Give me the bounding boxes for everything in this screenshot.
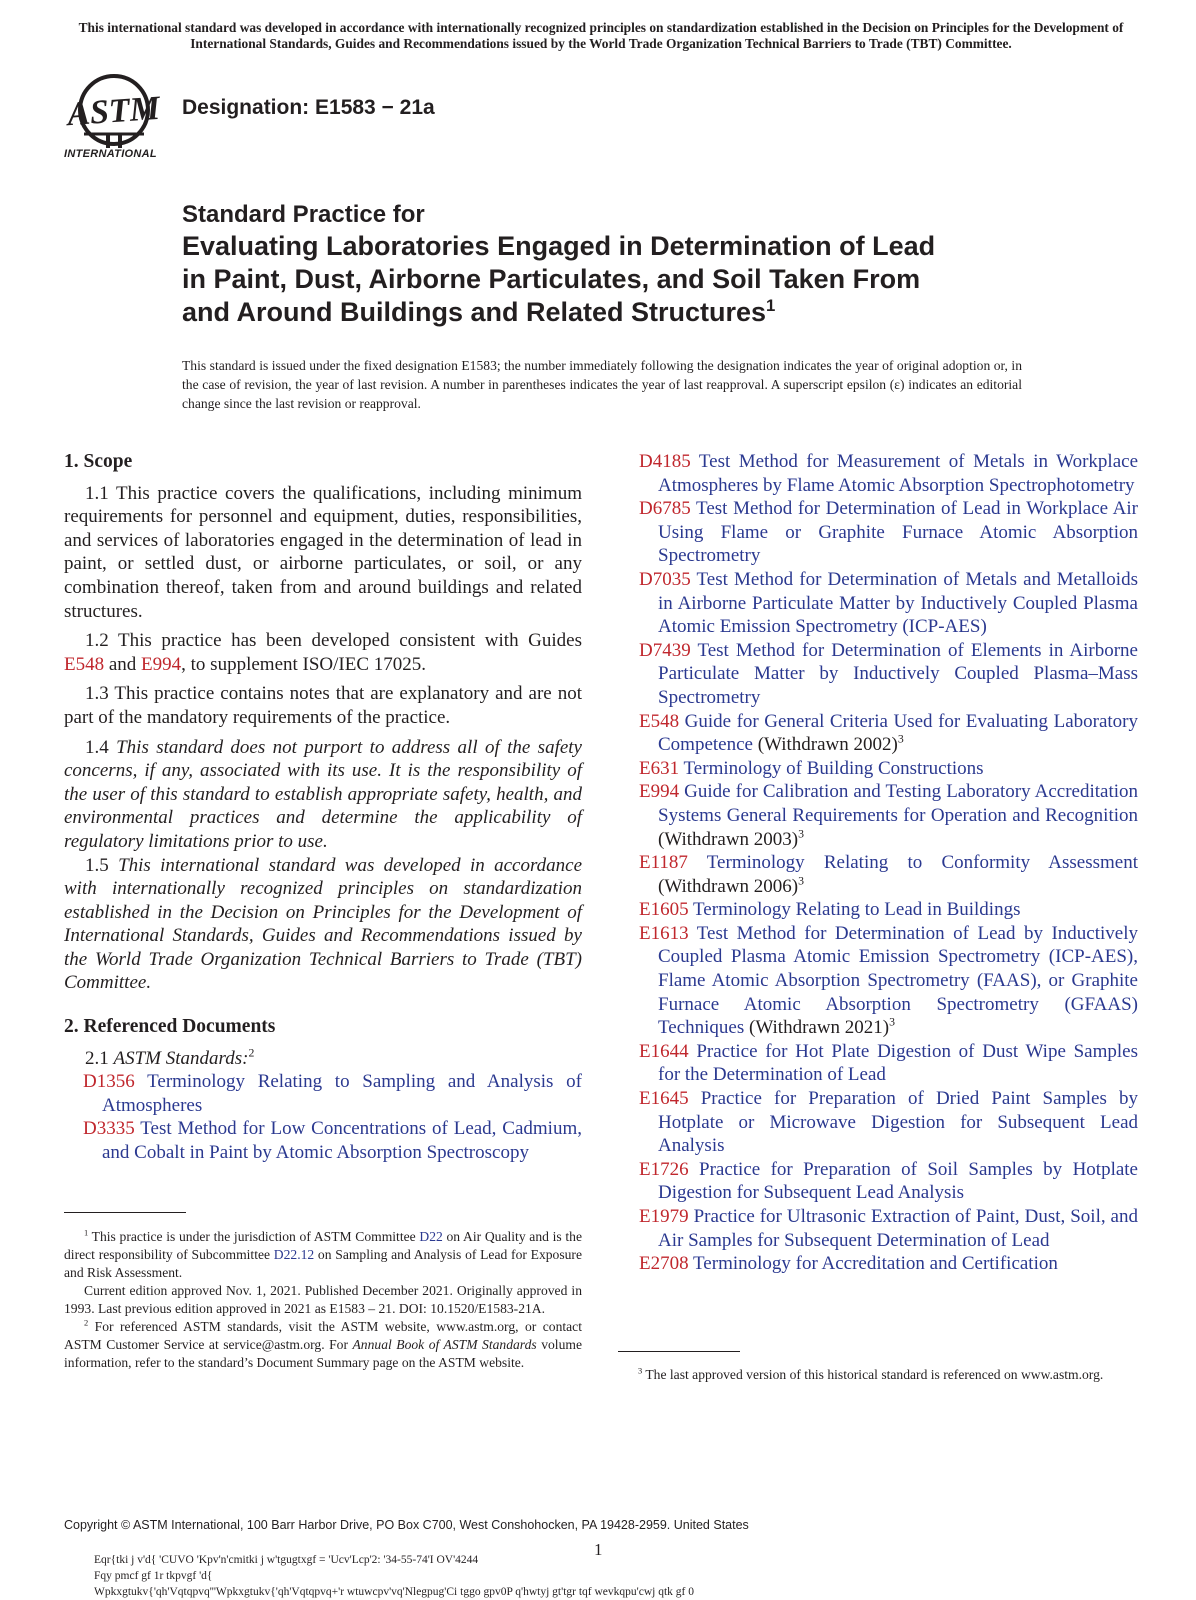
link-e994[interactable]: E994 bbox=[141, 653, 182, 675]
para-text: This standard does not purport to address all of the safety concerns, if any, associated with its use. It is the responsibility of the user of this standard to establish appropriate safety, health, and environmental practices and determine the applicability of regulatory limitations prior to use. bbox=[64, 736, 582, 852]
reference-title-link[interactable]: Guide for Calibration and Testing Laboratory Accreditation Systems General Requirements for Operation and Recognition bbox=[658, 781, 1138, 826]
reference-title-link[interactable]: Test Method for Determination of Elements in Airborne Particulate Matter by Inductively Coupled Plasma–Mass Spectrometry bbox=[658, 639, 1138, 708]
reference-code-link[interactable]: E631 bbox=[639, 757, 680, 779]
reference-title-link[interactable]: Practice for Preparation of Dried Paint Samples by Hotplate or Microwave Digestion for Subsequent Lead Analysis bbox=[658, 1088, 1139, 1157]
reference-item bbox=[639, 1040, 1138, 1087]
reference-code-link[interactable]: E1645 bbox=[639, 1088, 689, 1110]
top-notice: This international standard was developed in accordance with internationally recognized principles on standardization established in the Decision on Principles for the Development of International Standards, Guides and Recommendations issued by the World Trade Organization Technical Barriers to Trade (TBT) Committee. bbox=[78, 20, 1124, 51]
reference-title-link[interactable]: Test Method for Determination of Metals and Metalloids in Airborne Particulate Matter by Inductively Coupled Plasma Atomic Emission Spectrometry (ICP-AES) bbox=[658, 568, 1138, 638]
reference-code-link[interactable]: D7035 bbox=[639, 568, 691, 590]
license-line: Wpkxgtukv{'qh'Vqtqpvq'''Wpkxgtukv{'qh'Vqtqpvq+'r wtuwcpv'vq'Nlegpug'Ci tggo gpv0P q'hwtyj gt'tgr tqf wevkqpu'cwj qtk gf 0 bbox=[94, 1586, 694, 1598]
title-line: in Paint, Dust, Airborne Particulates, and Soil Taken From bbox=[182, 264, 921, 294]
reference-code-link[interactable]: E2708 bbox=[639, 1253, 689, 1275]
subsection-label: ASTM Standards: bbox=[113, 1047, 249, 1069]
license-line: Eqr{tki j v'd{ 'CUVO 'Kpv'n'cmitki j w'tgugtxgf = 'Ucv'Lcp'2: '34-55-74'I OV'4244 bbox=[94, 1554, 479, 1566]
reference-title-link[interactable]: Test Method for Determination of Lead by Inductively Coupled Plasma Atomic Emission Spectrometry (ICP-AES), Flame Atomic Absorption Spectrometry (FAAS), or Graphite Furnace Atomic Absorption Spectrometry (GFAAS) Techniques bbox=[658, 922, 1138, 1039]
reference-item bbox=[639, 780, 1138, 851]
footnote-mark: 3 bbox=[638, 1365, 643, 1376]
reference-code-link[interactable]: D1356 bbox=[83, 1071, 135, 1093]
footnote-mark: 1 bbox=[84, 1227, 89, 1238]
reference-code-link[interactable]: D3335 bbox=[83, 1118, 135, 1140]
copyright: Copyright © ASTM International, 100 Barr Harbor Drive, PO Box C700, West Conshohocken, PA 19428-2959. United States bbox=[64, 1518, 749, 1532]
reference-item bbox=[639, 450, 1138, 497]
title-text: and Around Buildings and Related Structures bbox=[182, 297, 767, 327]
reference-withdrawn-note: (Withdrawn 2002) bbox=[752, 734, 898, 756]
reference-code-link[interactable]: E1979 bbox=[639, 1206, 689, 1227]
para-number: 1.5 bbox=[85, 854, 119, 876]
paragraph-2-1 bbox=[64, 1047, 582, 1071]
reference-item bbox=[639, 851, 1138, 898]
footnotes-left bbox=[64, 1228, 582, 1372]
reference-item bbox=[83, 1117, 582, 1164]
footnote-3 bbox=[618, 1366, 1134, 1384]
svg-text:ASTM: ASTM bbox=[66, 89, 162, 134]
footnote-text: on Sampling and Analysis of Lead for Exposure and Risk Assessment. bbox=[64, 1247, 582, 1280]
footnote-rule bbox=[618, 1351, 740, 1352]
footnote-mark: 1 bbox=[766, 296, 776, 315]
para-text: This international standard was developed in accordance with internationally recognized principles on standardization established in the Decision on Principles for the Development of International Standards, Guides and Recommendations issued by the World Trade Organization Technical Barriers to Trade (TBT) Committee. bbox=[64, 854, 582, 994]
reference-list-left bbox=[64, 1070, 582, 1164]
reference-item bbox=[639, 922, 1138, 1040]
reference-title-link[interactable]: Terminology of Building Constructions bbox=[683, 757, 984, 779]
reference-item bbox=[83, 1070, 582, 1117]
logo-subtext: INTERNATIONAL bbox=[64, 148, 157, 160]
reference-withdrawn-note: (Withdrawn 2003) bbox=[658, 828, 799, 850]
footnote-mark: 3 bbox=[889, 1015, 896, 1029]
footnote-italic: Annual Book of ASTM Standards bbox=[352, 1337, 537, 1352]
reference-code-link[interactable]: E1605 bbox=[639, 899, 689, 921]
paragraph-1-4 bbox=[64, 736, 582, 854]
reference-code-link[interactable]: D6785 bbox=[639, 498, 691, 520]
license-line: Fqy pmcf gf 1r tkpvgf 'd{ bbox=[94, 1570, 213, 1582]
para-text: , to supplement ISO/IEC 17025. bbox=[181, 653, 427, 675]
reference-code-link[interactable]: E1726 bbox=[639, 1158, 689, 1180]
footnote-text: This practice is under the jurisdiction of ASTM Committee bbox=[88, 1229, 420, 1244]
footnote-mark: 3 bbox=[897, 732, 904, 746]
footnote-1 bbox=[64, 1228, 582, 1282]
reference-list-right bbox=[620, 450, 1138, 1276]
reference-item bbox=[639, 568, 1138, 639]
reference-item bbox=[639, 639, 1138, 710]
link-d22[interactable]: D22 bbox=[419, 1229, 443, 1244]
reference-title-link[interactable]: Practice for Preparation of Soil Samples by Hotplate Digestion for Subsequent Lead Analysis bbox=[658, 1158, 1138, 1204]
reference-item bbox=[639, 710, 1138, 757]
reference-item bbox=[639, 757, 1138, 781]
section-heading-referenced: 2. Referenced Documents bbox=[64, 1016, 276, 1038]
reference-item bbox=[639, 1252, 1138, 1276]
paragraph-1-3: 1.3 This practice contains notes that are explanatory and are not part of the mandatory requirements of the practice. bbox=[64, 683, 582, 728]
footnote-text: For referenced ASTM standards, visit the ASTM website, www.astm.org, or contact ASTM Customer Service at service@astm.org. For bbox=[64, 1319, 582, 1352]
reference-code-link[interactable]: E1644 bbox=[639, 1040, 689, 1062]
reference-title-link[interactable]: Practice for Hot Plate Digestion of Dust Wipe Samples for the Determination of Lead bbox=[658, 1040, 1138, 1086]
footnote-mark: 2 bbox=[84, 1317, 89, 1328]
reference-code-link[interactable]: E1187 bbox=[639, 852, 688, 874]
reference-title-link[interactable]: Practice for Ultrasonic Extraction of Paint, Dust, Soil, and Air Samples for Subsequent Determination of Lead bbox=[658, 1206, 1138, 1251]
reference-title-link[interactable]: Terminology for Accreditation and Certification bbox=[693, 1253, 1058, 1275]
footnote-mark: 2 bbox=[248, 1046, 255, 1060]
reference-item bbox=[639, 497, 1138, 568]
paragraph-1-5 bbox=[64, 854, 582, 996]
reference-code-link[interactable]: E1613 bbox=[639, 922, 689, 944]
link-d22-12[interactable]: D22.12 bbox=[273, 1247, 315, 1262]
footnote-mark: 3 bbox=[798, 874, 805, 888]
para-number: 2.1 bbox=[85, 1047, 114, 1069]
footnote-2 bbox=[64, 1318, 582, 1372]
footnote-text: on Air Quality and is the direct responsibility of Subcommittee bbox=[64, 1229, 582, 1262]
reference-code-link[interactable]: E994 bbox=[639, 781, 680, 803]
reference-title-link[interactable]: Test Method for Measurement of Metals in Workplace Atmospheres by Flame Atomic Absorption Spectrophotometry bbox=[658, 451, 1138, 496]
reference-title-link[interactable]: Terminology Relating to Sampling and Analysis of Atmospheres bbox=[102, 1071, 582, 1116]
reference-title-link[interactable]: Guide for General Criteria Used for Evaluating Laboratory Competence bbox=[658, 710, 1138, 756]
title-line: Evaluating Laboratories Engaged in Determination of Lead bbox=[182, 231, 936, 261]
license-text bbox=[94, 1552, 794, 1600]
footnote-text: volume information, refer to the standard’s Document Summary page on the ASTM website. bbox=[64, 1337, 582, 1370]
paragraph-1-1: 1.1 This practice covers the qualifications, including minimum requirements for personnel and equipment, duties, responsibilities, and services of laboratories engaged in the determination of lead in paint, or settled dust, or airborne particulates, or soil, or any combination thereof, taken from and around buildings and related structures. bbox=[64, 482, 582, 622]
reference-item bbox=[639, 898, 1138, 922]
link-e548[interactable]: E548 bbox=[64, 653, 105, 675]
reference-title-link[interactable]: Terminology Relating to Lead in Buildings bbox=[693, 899, 1021, 921]
footnote-rule bbox=[64, 1212, 186, 1213]
para-text: 1.2 This practice has been developed consistent with Guides bbox=[85, 630, 582, 652]
reference-title-link[interactable]: Test Method for Determination of Lead in Workplace Air Using Flame or Graphite Furnace Atomic Absorption Spectrometry bbox=[658, 498, 1138, 567]
reference-title-link[interactable]: Test Method for Low Concentrations of Lead, Cadmium, and Cobalt in Paint by Atomic Absorption Spectroscopy bbox=[102, 1118, 582, 1164]
reference-code-link[interactable]: D7439 bbox=[639, 639, 691, 661]
section-heading-scope: 1. Scope bbox=[64, 451, 133, 472]
reference-item bbox=[639, 1087, 1138, 1158]
reference-code-link[interactable]: D4185 bbox=[639, 451, 691, 472]
para-text: and bbox=[104, 653, 142, 675]
astm-logo bbox=[64, 72, 168, 168]
reference-code-link[interactable]: E548 bbox=[639, 710, 680, 732]
reference-item bbox=[639, 1158, 1138, 1205]
title-line bbox=[182, 296, 1082, 329]
reference-title-link[interactable]: Terminology Relating to Conformity Assessment bbox=[706, 852, 1138, 874]
reference-withdrawn-note: (Withdrawn 2021) bbox=[744, 1017, 890, 1039]
right-column bbox=[620, 450, 1138, 1276]
footnote-mark: 3 bbox=[798, 827, 805, 841]
para-number: 1.4 bbox=[85, 736, 117, 758]
paragraph-1-2 bbox=[64, 629, 582, 676]
reference-item bbox=[639, 1205, 1138, 1252]
title-line: Standard Practice for bbox=[182, 201, 425, 228]
footnote-text: The last approved version of this historical standard is referenced on www.astm.org. bbox=[642, 1367, 1104, 1382]
footnote-edition: Current edition approved Nov. 1, 2021. Published December 2021. Originally approved in 1993. Last previous edition approved in 2021 as E1583 – 21. DOI: 10.1520/E1583-21A. bbox=[64, 1283, 582, 1316]
reference-withdrawn-note: (Withdrawn 2006) bbox=[658, 875, 799, 897]
designation: Designation: E1583 − 21a bbox=[182, 96, 435, 119]
footnote-3-text bbox=[618, 1366, 1134, 1384]
issue-note: This standard is issued under the fixed designation E1583; the number immediately following the designation indicates the year of original adoption or, in the case of revision, the year of last revision. A number in parentheses indicates the year of last reapproval. A superscript epsilon (ε) indicates an editorial change since the last revision or reapproval. bbox=[182, 358, 1022, 411]
left-column bbox=[64, 450, 582, 1165]
document-title bbox=[182, 200, 1082, 329]
page-number: 1 bbox=[594, 1540, 603, 1559]
